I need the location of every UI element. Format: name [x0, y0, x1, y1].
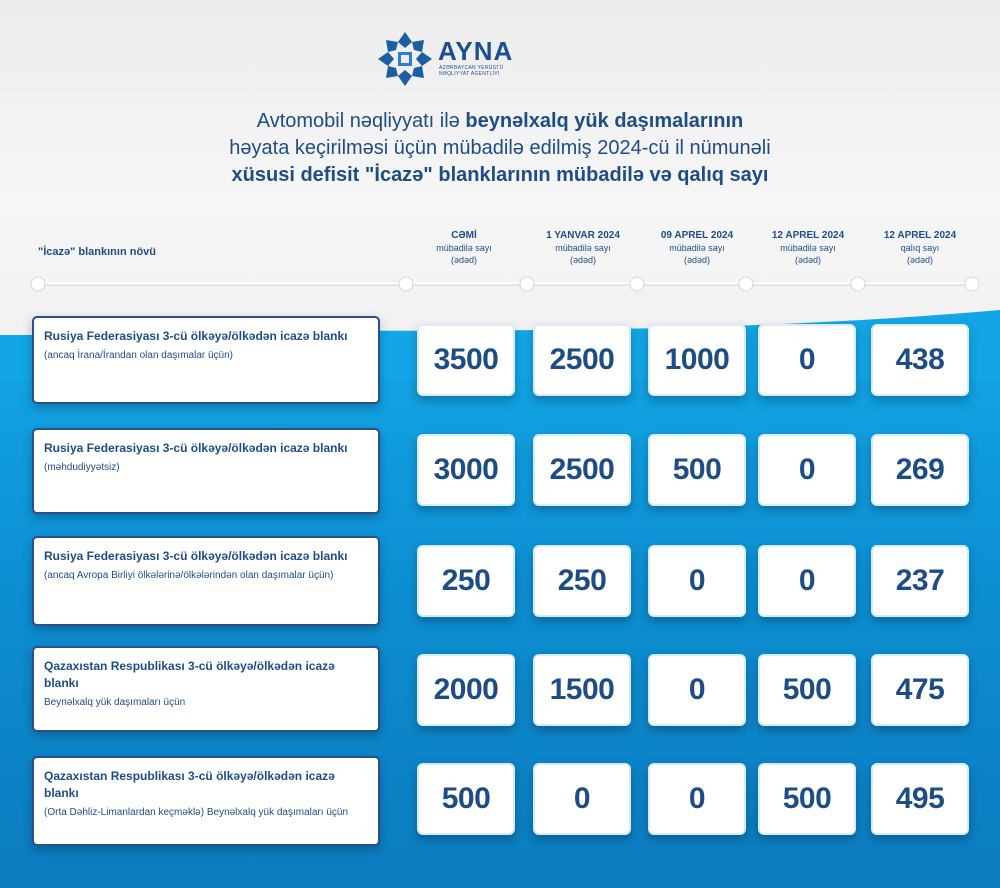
- row-3-apr12: 0: [758, 545, 856, 617]
- column-header-jan: [527, 230, 639, 266]
- row-4-jan: 1500: [533, 654, 631, 726]
- row-4-apr09: 0: [648, 654, 746, 726]
- row-title: Qazaxıstan Respublikası 3-cü ölkəyə/ölkədən icazə blankı: [44, 769, 335, 800]
- row-4-apr12: 500: [758, 654, 856, 726]
- row-label-3: [32, 536, 380, 626]
- page-title: [60, 108, 940, 189]
- row-title: Qazaxıstan Respublikası 3-cü ölkəyə/ölkədən icazə blankı: [44, 659, 335, 690]
- ayna-logo-icon: [376, 30, 434, 88]
- row-3-remaining: 237: [871, 545, 969, 617]
- column-header-apr09: [641, 230, 753, 266]
- column-header-title: 09 APREL 2024: [660, 230, 734, 241]
- row-5-total: 500: [417, 763, 515, 835]
- row-5-apr09: 0: [648, 763, 746, 835]
- title-line-1-normal: Avtomobil nəqliyyatı ilə: [256, 110, 466, 132]
- row-2-apr12: 0: [758, 434, 856, 506]
- column-header-remaining: [864, 230, 976, 266]
- row-1-jan: 2500: [533, 324, 631, 396]
- row-subtitle: (ancaq Avropa Birliyi ölkələrinə/ölkələrindən olan daşımalar üçün): [44, 570, 334, 581]
- column-header-title: 1 YANVAR 2024: [546, 230, 620, 241]
- column-header-title: CƏMİ: [451, 230, 477, 241]
- title-line-2: həyata keçirilməsi üçün mübadilə edilmiş 2024-cü il nümunəli: [229, 137, 771, 159]
- column-header-subtitle: mübadilə sayı: [669, 243, 725, 253]
- row-1-apr12: 0: [758, 324, 856, 396]
- row-subtitle: Beynəlxalq yük daşımaları üçün: [44, 697, 186, 708]
- row-5-remaining: 495: [871, 763, 969, 835]
- column-header-unit: (ədəd): [683, 255, 710, 265]
- row-1-total: 3500: [417, 324, 515, 396]
- row-2-apr09: 500: [648, 434, 746, 506]
- column-header-subtitle: mübadilə sayı: [780, 243, 836, 253]
- logo-subtitle: AZƏRBAYCAN YERÜSTÜ NƏQLİYYAT AGENTLİYİ: [439, 65, 504, 77]
- row-title: Rusiya Federasiyası 3-cü ölkəyə/ölkədən icazə blankı: [44, 329, 348, 343]
- column-header-title: 12 APREL 2024: [771, 230, 845, 241]
- row-label-4: [32, 646, 380, 732]
- column-header-unit: (ədəd): [794, 255, 821, 265]
- title-line-1-bold: beynəlxalq yük daşımalarının: [465, 110, 744, 132]
- column-header-subtitle: mübadilə sayı: [436, 243, 492, 253]
- logo-name: AYNA: [438, 36, 514, 66]
- row-subtitle: (məhdudiyyətsiz): [44, 462, 120, 473]
- row-title: Rusiya Federasiyası 3-cü ölkəyə/ölkədən icazə blankı: [44, 549, 348, 563]
- row-subtitle: (ancaq İrana/İrandan olan daşımalar üçün): [44, 350, 234, 361]
- row-label-2: [32, 428, 380, 514]
- row-3-jan: 250: [533, 545, 631, 617]
- row-5-apr12: 500: [758, 763, 856, 835]
- row-subtitle: (Orta Dəhliz-Limanlardan keçməklə) Beynəlxalq yük daşımaları üçün: [44, 807, 349, 818]
- row-3-apr09: 0: [648, 545, 746, 617]
- column-header-unit: (ədəd): [906, 255, 933, 265]
- row-1-remaining: 438: [871, 324, 969, 396]
- row-5-jan: 0: [533, 763, 631, 835]
- column-header-subtitle: qalıq sayı: [900, 243, 940, 253]
- row-label-1: [32, 316, 380, 404]
- row-title: Rusiya Federasiyası 3-cü ölkəyə/ölkədən icazə blankı: [44, 441, 348, 455]
- column-header-total: [408, 230, 520, 266]
- ayna-logo: [376, 30, 516, 90]
- row-4-total: 2000: [417, 654, 515, 726]
- row-2-jan: 2500: [533, 434, 631, 506]
- row-3-total: 250: [417, 545, 515, 617]
- header-timeline: [30, 276, 980, 292]
- row-2-total: 3000: [417, 434, 515, 506]
- row-1-apr09: 1000: [648, 324, 746, 396]
- column-header-title: 12 APREL 2024: [883, 230, 957, 241]
- column-header-subtitle: mübadilə sayı: [555, 243, 611, 253]
- title-line-3: xüsusi defisit "İcazə" blanklarının mübadilə və qalıq sayı: [231, 164, 769, 186]
- column-header-unit: (ədəd): [569, 255, 596, 265]
- row-2-remaining: 269: [871, 434, 969, 506]
- row-4-remaining: 475: [871, 654, 969, 726]
- column-header-unit: (ədəd): [450, 255, 477, 265]
- row-label-5: [32, 756, 380, 846]
- column-header-apr12: [752, 230, 864, 266]
- type-column-header: "İcazə" blankının növü: [38, 246, 157, 258]
- title-line-1: [60, 108, 940, 135]
